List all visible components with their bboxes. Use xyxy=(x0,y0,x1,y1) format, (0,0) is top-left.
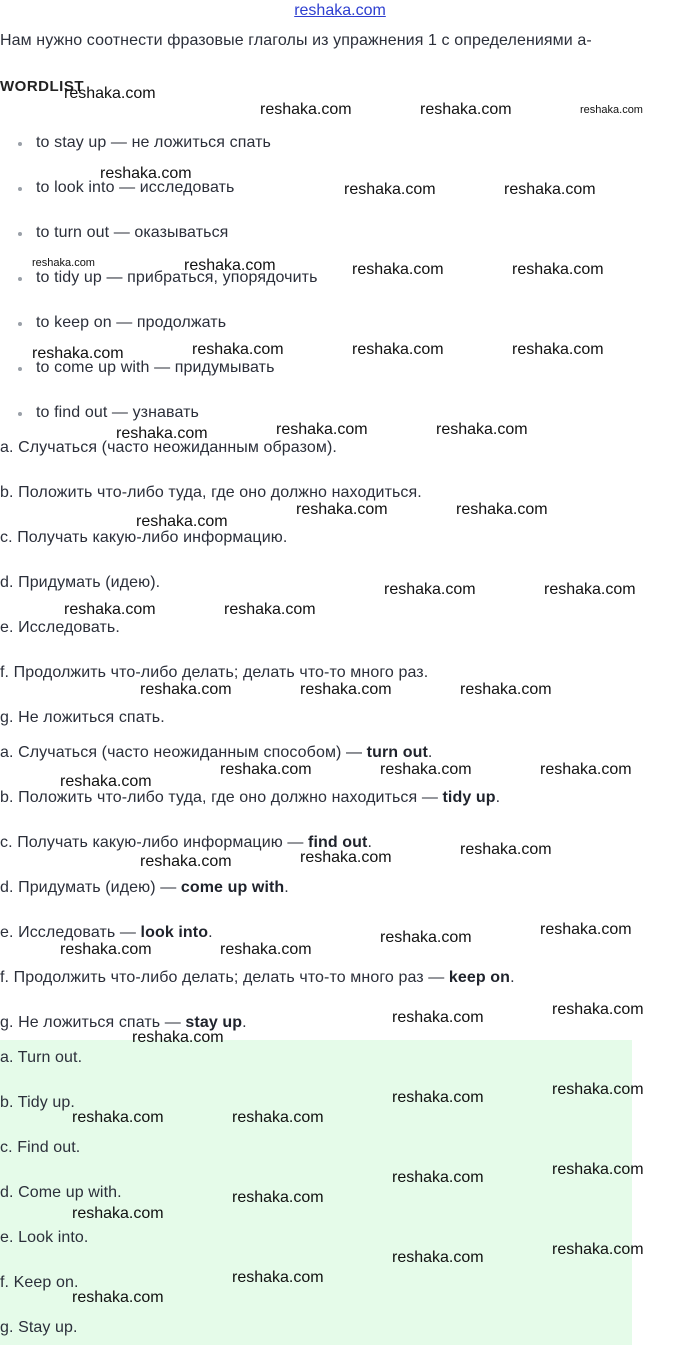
match-text: c. Получать какую-либо информацию — xyxy=(0,834,309,851)
answer-item: d. Come up with. xyxy=(0,1184,122,1201)
match-end: . xyxy=(208,924,213,941)
watermark: reshaka.com xyxy=(220,941,312,958)
answer-item: b. Tidy up. xyxy=(0,1094,75,1111)
match-answer: find out xyxy=(308,834,368,851)
watermark: reshaka.com xyxy=(512,261,604,278)
match-end: . xyxy=(367,834,373,851)
watermark: reshaka.com xyxy=(232,1269,324,1286)
watermark: reshaka.com xyxy=(300,849,392,866)
watermark: reshaka.com xyxy=(392,1169,484,1186)
watermark: reshaka.com xyxy=(460,841,552,858)
watermark: reshaka.com xyxy=(504,181,596,198)
wordlist-item: to come up with — придумывать xyxy=(36,359,275,376)
definition-item: f. Продолжить что-либо делать; делать что-то много раз. xyxy=(0,664,429,681)
site-link[interactable]: reshaka.com xyxy=(294,2,386,19)
wordlist-heading: WORDLIST xyxy=(0,78,84,95)
wordlist-item: to tidy up — прибраться, упорядочить xyxy=(36,269,318,286)
watermark: reshaka.com xyxy=(64,601,156,618)
watermark: reshaka.com xyxy=(140,681,232,698)
watermark: reshaka.com xyxy=(32,257,95,269)
wordlist-item: to stay up — не ложиться спать xyxy=(36,134,271,151)
match-answer: tidy up xyxy=(442,789,496,806)
match-text: f. Продолжить что-либо делать; делать что-то много раз — xyxy=(0,969,449,986)
bullet-icon xyxy=(18,232,22,236)
watermark: reshaka.com xyxy=(232,1189,324,1206)
watermark: reshaka.com xyxy=(300,681,392,698)
watermark: reshaka.com xyxy=(540,761,632,778)
definition-item: b. Положить что-либо туда, где оно должно находиться. xyxy=(0,484,422,501)
watermark: reshaka.com xyxy=(184,257,276,274)
watermark: reshaka.com xyxy=(512,341,604,358)
wordlist-item: to look into — исследовать xyxy=(36,179,235,196)
bullet-icon xyxy=(18,142,22,146)
watermark: reshaka.com xyxy=(276,421,368,438)
watermark: reshaka.com xyxy=(72,1289,164,1306)
intro-text: Нам нужно соотнести фразовые глаголы из упражнения 1 с определениями a- xyxy=(0,32,592,49)
match-end: . xyxy=(495,789,501,806)
match-end: . xyxy=(242,1014,247,1031)
bullet-icon xyxy=(18,277,22,281)
watermark: reshaka.com xyxy=(296,501,388,518)
match-text: e. Исследовать — xyxy=(0,924,141,941)
match-end: . xyxy=(510,969,515,986)
watermark: reshaka.com xyxy=(140,853,232,870)
match-item xyxy=(0,968,515,988)
watermark: reshaka.com xyxy=(232,1109,324,1126)
match-text: d. Придумать (идею) — xyxy=(0,879,181,896)
match-item xyxy=(0,878,289,898)
watermark: reshaka.com xyxy=(100,165,192,182)
watermark: reshaka.com xyxy=(552,1001,644,1018)
watermark: reshaka.com xyxy=(132,1029,224,1046)
watermark: reshaka.com xyxy=(392,1009,484,1026)
watermark: reshaka.com xyxy=(580,104,643,116)
match-answer: look into xyxy=(140,924,209,941)
match-answer: come up with xyxy=(180,879,285,896)
watermark: reshaka.com xyxy=(72,1109,164,1126)
watermark: reshaka.com xyxy=(380,761,472,778)
watermark: reshaka.com xyxy=(456,501,548,518)
bullet-icon xyxy=(18,367,22,371)
watermark: reshaka.com xyxy=(72,1205,164,1222)
definition-item: e. Исследовать. xyxy=(0,619,120,636)
watermark: reshaka.com xyxy=(32,345,124,362)
watermark: reshaka.com xyxy=(552,1241,644,1258)
watermark: reshaka.com xyxy=(392,1249,484,1266)
wordlist-item: to keep on — продолжать xyxy=(36,314,227,331)
match-answer: turn out xyxy=(366,744,428,761)
watermark: reshaka.com xyxy=(544,581,636,598)
watermark: reshaka.com xyxy=(380,929,472,946)
watermark: reshaka.com xyxy=(344,181,436,198)
match-item xyxy=(0,788,500,808)
watermark: reshaka.com xyxy=(392,1089,484,1106)
match-end: . xyxy=(284,879,289,896)
watermark: reshaka.com xyxy=(552,1161,644,1178)
answer-item: g. Stay up. xyxy=(0,1319,78,1336)
watermark: reshaka.com xyxy=(116,425,208,442)
watermark: reshaka.com xyxy=(384,581,476,598)
definition-item: g. Не ложиться спать. xyxy=(0,709,165,726)
match-end: . xyxy=(427,744,433,761)
bullet-icon xyxy=(18,187,22,191)
watermark: reshaka.com xyxy=(192,341,284,358)
match-text: g. Не ложиться спать — xyxy=(0,1014,186,1031)
watermark: reshaka.com xyxy=(60,773,152,790)
wordlist-item: to find out — узнавать xyxy=(36,404,199,421)
watermark: reshaka.com xyxy=(460,681,552,698)
bullet-icon xyxy=(18,412,22,416)
wordlist-item: to turn out — оказываться xyxy=(36,224,229,241)
match-answer: stay up xyxy=(185,1014,243,1031)
match-answer: keep on xyxy=(448,969,511,986)
watermark: reshaka.com xyxy=(352,261,444,278)
answer-item: e. Look into. xyxy=(0,1229,89,1246)
watermark: reshaka.com xyxy=(220,761,312,778)
match-text: b. Положить что-либо туда, где оно должно находиться — xyxy=(0,789,443,806)
watermark: reshaka.com xyxy=(224,601,316,618)
answer-item: f. Keep on. xyxy=(0,1274,79,1291)
watermark: reshaka.com xyxy=(64,85,156,102)
definition-item: c. Получать какую-либо информацию. xyxy=(0,529,288,546)
watermark: reshaka.com xyxy=(352,341,444,358)
watermark: reshaka.com xyxy=(136,513,228,530)
answer-item: a. Turn out. xyxy=(0,1049,83,1066)
watermark: reshaka.com xyxy=(60,941,152,958)
definition-item: a. Случаться (часто неожиданным образом). xyxy=(0,439,337,456)
watermark: reshaka.com xyxy=(540,921,632,938)
watermark: reshaka.com xyxy=(420,101,512,118)
bullet-icon xyxy=(18,322,22,326)
definition-item: d. Придумать (идею). xyxy=(0,574,161,591)
match-text: a. Случаться (часто неожиданным способом) — xyxy=(0,744,367,761)
answer-item: c. Find out. xyxy=(0,1139,81,1156)
watermark: reshaka.com xyxy=(260,101,352,118)
watermark: reshaka.com xyxy=(552,1081,644,1098)
match-item xyxy=(0,923,213,943)
watermark: reshaka.com xyxy=(436,421,528,438)
match-item xyxy=(0,743,432,763)
